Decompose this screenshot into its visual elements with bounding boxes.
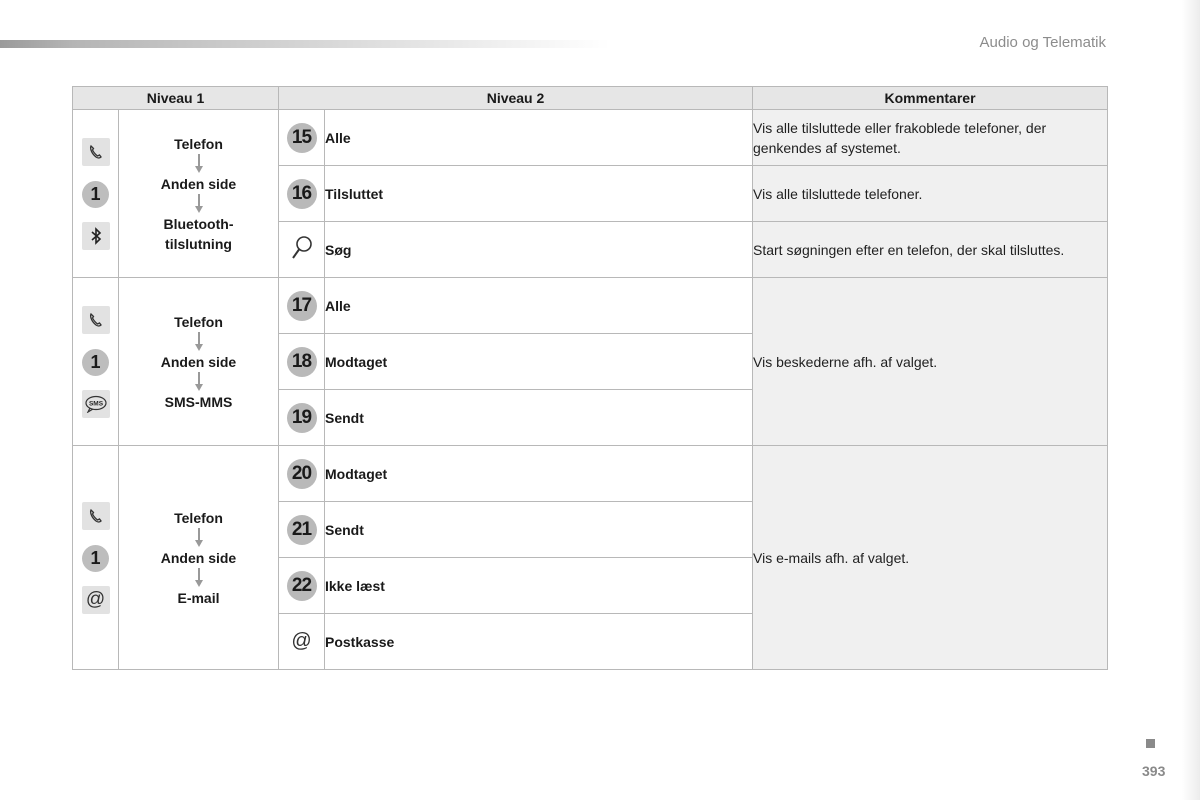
level1-icons-sms [73,278,119,446]
badge-15: 15 [287,123,317,153]
step-1-icon: 1 [82,545,109,572]
path-step-telefon: Telefon [174,135,223,152]
path-step-e-mail: E-mail [177,589,220,606]
page-number: 393 [1142,763,1166,779]
label-sendt: Sendt [325,502,753,558]
badge-22: 22 [287,571,317,601]
header-decor-bar [0,40,610,48]
table-row [73,110,1108,166]
section-title: Audio og Telematik [979,34,1106,51]
arrow-down-icon [194,332,204,352]
header-niveau-1: Niveau 1 [73,87,279,110]
level1-icons-email [73,446,119,670]
level1-path-bluetooth [119,110,279,278]
header-kommentarer: Kommentarer [753,87,1108,110]
badge-20: 20 [287,459,317,489]
path-step-telefon: Telefon [174,509,223,526]
level1-icons-bluetooth [73,110,119,278]
arrow-down-icon [194,528,204,548]
table-row [73,446,1108,502]
path-step-anden-side: Anden side [160,353,237,370]
arrow-down-icon [194,154,204,174]
sms-icon [82,390,110,418]
svg-text:SMS: SMS [88,400,103,407]
badge-19: 19 [287,403,317,433]
label-ikke-laest: Ikke læst [325,558,753,614]
step-1-icon: 1 [82,181,109,208]
arrow-down-icon [194,568,204,588]
comment-e-mails: Vis e-mails afh. af valget. [753,446,1108,670]
label-sog: Søg [325,222,753,278]
phone-icon [82,502,110,530]
path-step-sms-mms: SMS-MMS [164,393,233,410]
comment-alle-telefoner: Vis alle tilsluttede eller frakoblede telefoner, der genkendes af systemet. [753,110,1108,166]
phone-icon [82,138,110,166]
arrow-down-icon [194,372,204,392]
label-modtaget: Modtaget [325,334,753,390]
label-alle: Alle [325,278,753,334]
comment-tilsluttede: Vis alle tilsluttede telefoner. [753,166,1108,222]
label-postkasse: Postkasse [325,614,753,670]
label-alle: Alle [325,110,753,166]
at-icon: @ [82,586,110,614]
path-step-anden-side: Anden side [160,175,237,192]
search-icon [290,235,314,261]
path-step-bluetooth: Bluetooth- tilslutning [163,215,234,252]
table-header-row [73,87,1108,110]
comment-beskeder: Vis beskederne afh. af valget. [753,278,1108,446]
arrow-down-icon [194,194,204,214]
page-marker [1146,739,1155,748]
at-icon: @ [291,630,312,652]
level1-path-email [119,446,279,670]
phone-icon [82,306,110,334]
level1-path-sms [119,278,279,446]
bluetooth-icon [82,222,110,250]
step-1-icon: 1 [82,349,109,376]
comment-sog: Start søgningen efter en telefon, der skal tilsluttes. [753,222,1108,278]
path-step-telefon: Telefon [174,313,223,330]
label-tilsluttet: Tilsluttet [325,166,753,222]
label-modtaget: Modtaget [325,446,753,502]
badge-16: 16 [287,179,317,209]
menu-structure-table [72,86,1108,670]
page-edge-shadow [1182,0,1200,800]
header-niveau-2: Niveau 2 [279,87,753,110]
path-step-anden-side: Anden side [160,549,237,566]
badge-21: 21 [287,515,317,545]
badge-18: 18 [287,347,317,377]
label-sendt: Sendt [325,390,753,446]
table-row [73,278,1108,334]
badge-17: 17 [287,291,317,321]
